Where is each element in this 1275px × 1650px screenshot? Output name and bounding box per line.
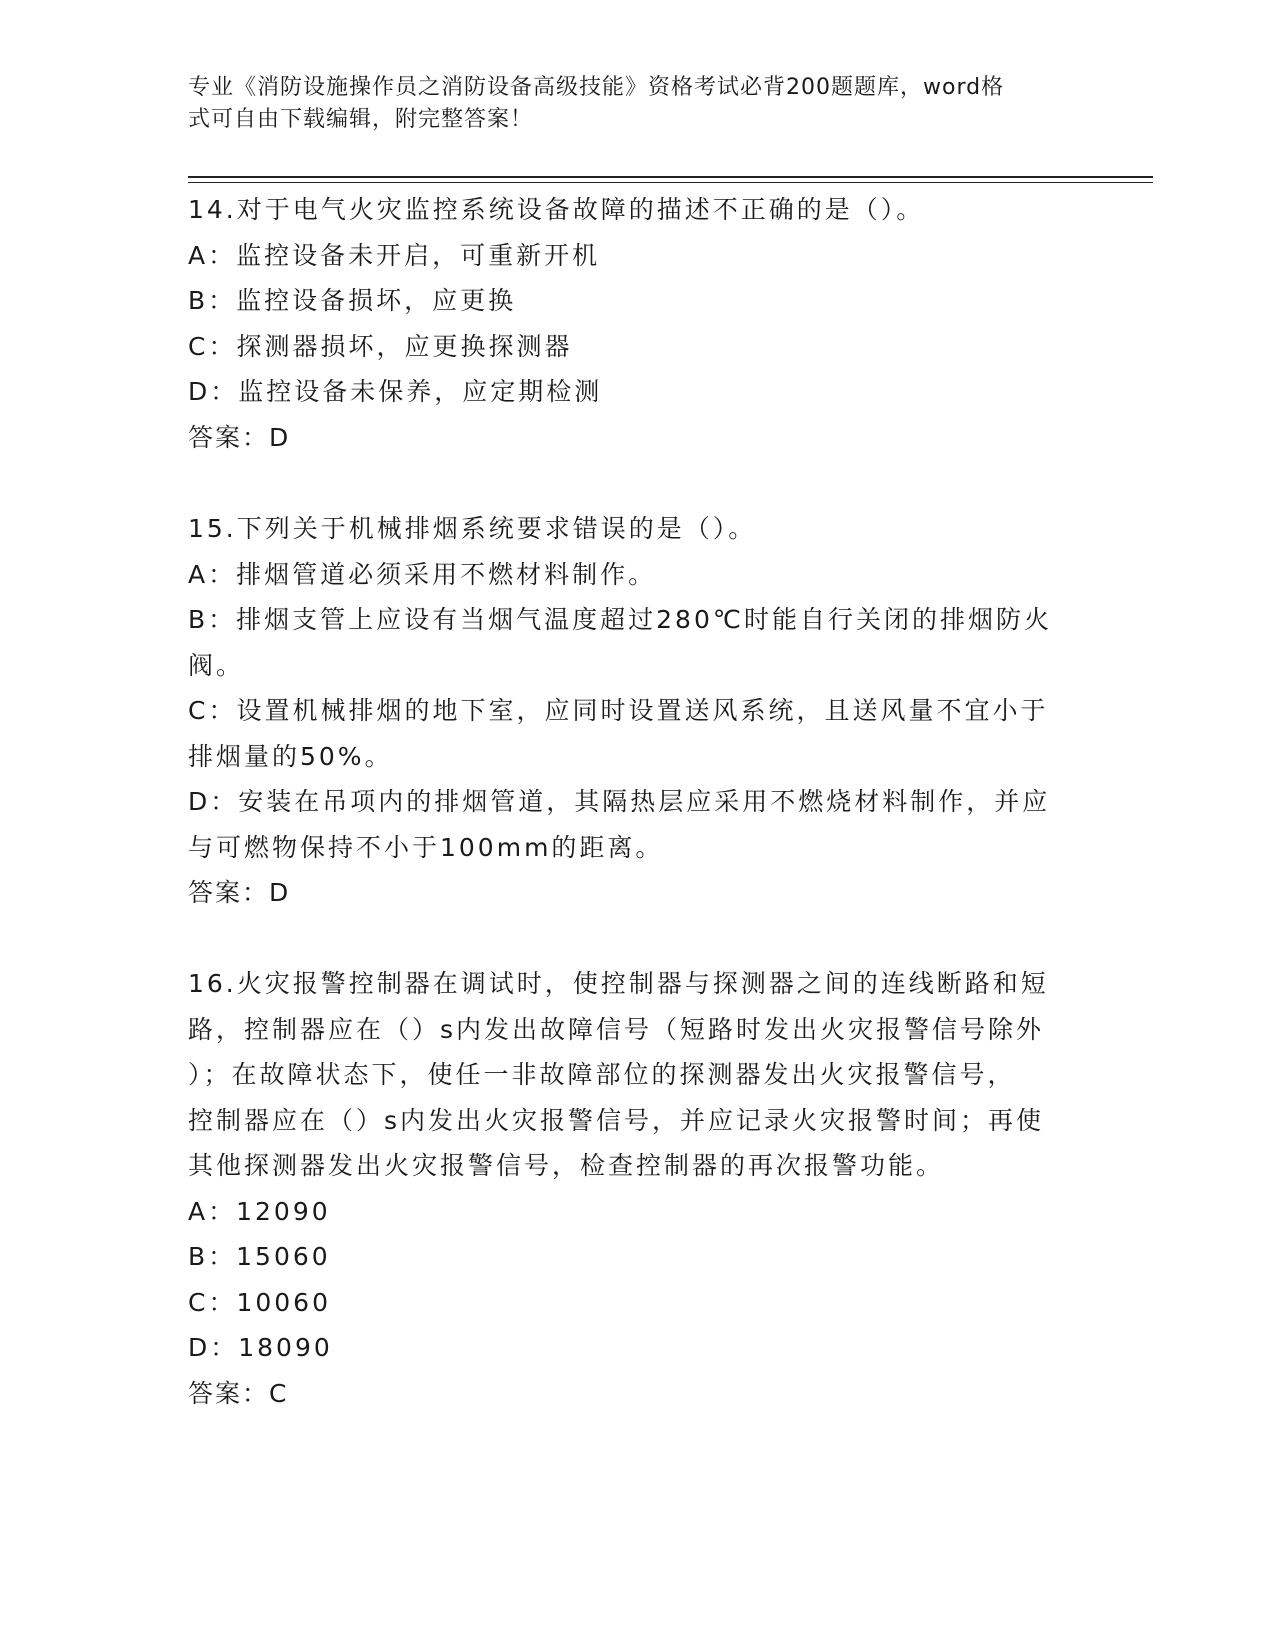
option-line: 阀。 (188, 650, 245, 680)
question-stem (188, 187, 1078, 233)
option-line: B：监控设备损坏，应更换 (188, 286, 517, 315)
option-d (188, 369, 1078, 415)
option-line: B：排烟支管上应设有当烟气温度超过280℃时能自行关闭的排烟防火 (188, 605, 1052, 634)
option-b (188, 1234, 1078, 1280)
option-line: A：排烟管道必须采用不燃材料制作。 (188, 559, 657, 589)
option-line: A：12090 (188, 1196, 331, 1226)
header-divider-thin (188, 182, 1153, 183)
stem-line: 控制器应在（）s内发出火灾报警信号，并应记录火灾报警时间；再使 (188, 1105, 1045, 1135)
document-header (188, 72, 1068, 136)
stem-line: ）；在故障状态下，使任一非故障部位的探测器发出火灾报警信号， (188, 1060, 1016, 1089)
option-b (188, 278, 1078, 324)
option-a (188, 1189, 1078, 1235)
option-c (188, 688, 1078, 779)
stem-line: 15.下列关于机械排烟系统要求错误的是（）。 (188, 514, 757, 543)
option-c (188, 1280, 1078, 1326)
option-line: D：监控设备未保养，应定期检测 (188, 377, 603, 406)
option-line: C：10060 (188, 1287, 331, 1317)
option-line: D：18090 (188, 1333, 333, 1362)
option-a (188, 552, 1078, 598)
option-line: 排烟量的50%。 (188, 741, 393, 771)
question-15 (188, 506, 1078, 916)
answer: 答案：D (188, 878, 291, 907)
option-line: A：监控设备未开启，可重新开机 (188, 240, 601, 270)
question-stem (188, 961, 1078, 1189)
header-line-2: 式可自由下载编辑，附完整答案！ (188, 107, 534, 132)
stem-line: 路，控制器应在（）s内发出故障信号（短路时发出火灾报警信号除外 (188, 1014, 1045, 1044)
option-line: C：设置机械排烟的地下室，应同时设置送风系统，且送风量不宜小于 (188, 696, 1049, 725)
question-14 (188, 187, 1078, 460)
option-d (188, 779, 1078, 870)
stem-line: 其他探测器发出火灾报警信号，检查控制器的再次报警功能。 (188, 1151, 945, 1180)
option-a (188, 233, 1078, 279)
option-line: D：安装在吊项内的排烟管道，其隔热层应采用不燃烧材料制作，并应 (188, 787, 1051, 816)
stem-line: 14.对于电气火灾监控系统设备故障的描述不正确的是（）。 (188, 195, 925, 224)
option-line: C：探测器损坏，应更换探测器 (188, 331, 573, 361)
stem-line: 16.火灾报警控制器在调试时，使控制器与探测器之间的连线断路和短 (188, 969, 1049, 998)
option-line: 与可燃物保持不小于100mm的距离。 (188, 832, 664, 862)
header-line-1: 专业《消防设施操作员之消防设备高级技能》资格考试必背200题题库，word格 (188, 75, 1005, 100)
question-16 (188, 961, 1078, 1416)
answer: 答案：D (188, 422, 291, 452)
question-stem (188, 506, 1078, 552)
answer: 答案：C (188, 1378, 289, 1408)
option-b (188, 597, 1078, 688)
option-c (188, 324, 1078, 370)
header-divider-thick (188, 176, 1153, 178)
option-d (188, 1325, 1078, 1371)
option-line: B：15060 (188, 1242, 331, 1271)
